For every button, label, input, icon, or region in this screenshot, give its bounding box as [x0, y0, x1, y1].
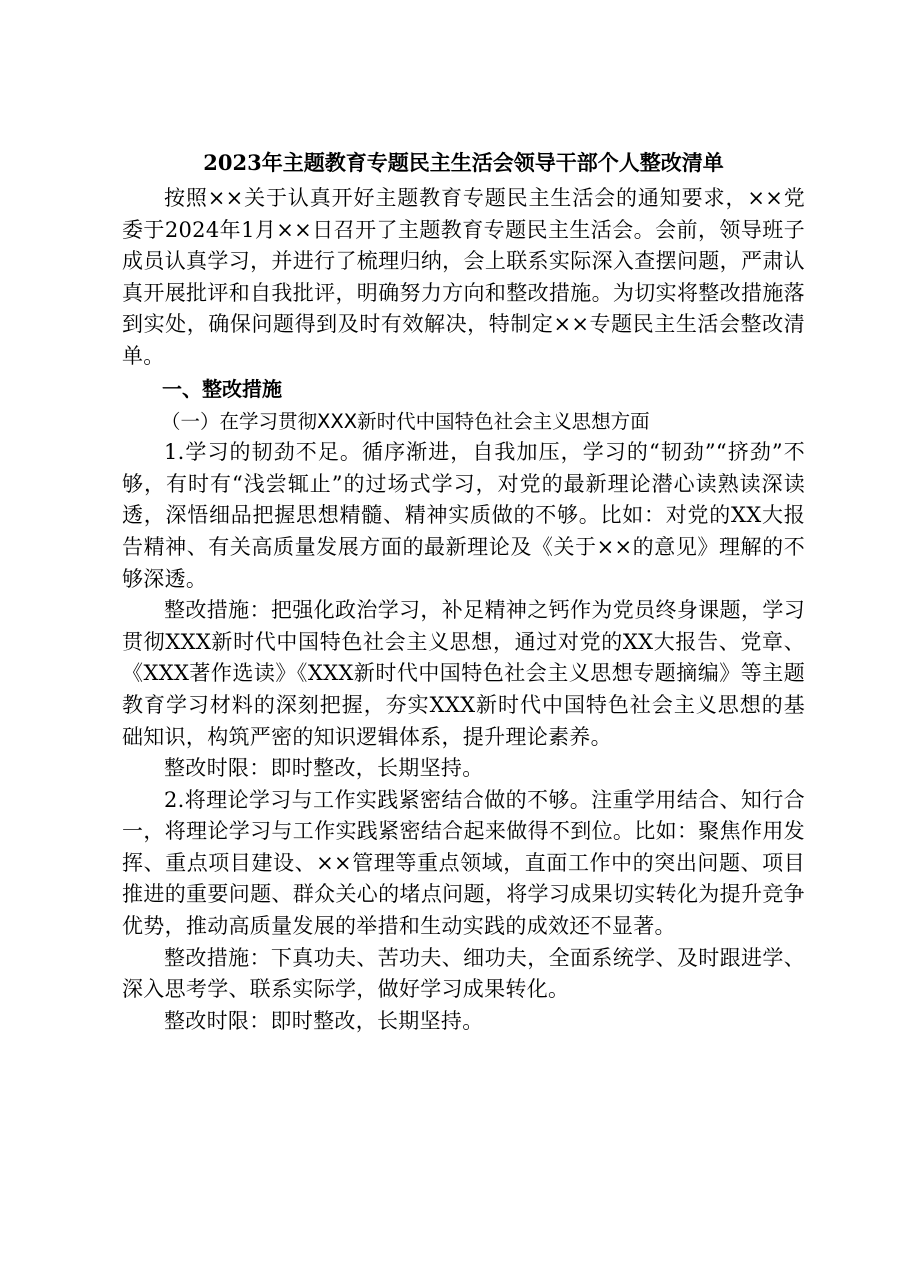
document-title: 2023年主题教育专题民主生活会领导干部个人整改清单 — [203, 150, 724, 175]
measure-paragraph-1: 整改措施：把强化政治学习，补足精神之钙作为党员终身课题，学习贯彻XXX新时代中国特色社会主义思想，通过对党的XX大报告、党章、《XXX著作选读》《XXX新时代中国特色社会主义思想专题摘编》等主题教育学习材料的深刻把握，夯实XXX新时代中国特色社会主义思想的基础知识，构筑严密的知识逻辑体系，提升理论素养。 — [122, 598, 805, 749]
deadline-paragraph-1: 整改时限：即时整改，长期坚持。 — [164, 756, 484, 781]
subsection-heading: （一）在学习贯彻XXX新时代中国特色社会主义思想方面 — [161, 409, 650, 433]
issue-paragraph-1: 1.学习的韧劲不足。循序渐进，自我加压，学习的“韧劲”“挤劲”不够，有时有“浅尝辄止”的过场式学习，对党的最新理论潜心读熟读深读透，深悟细品把握思想精髓、精神实质做的不够。比如：对党的XX大报告精神、有关高质量发展方面的最新理论及《关于××的意见》理解的不够深透。 — [122, 440, 805, 591]
intro-paragraph: 按照××关于认真开好主题教育专题民主生活会的通知要求，××党委于2024年1月××日召开了主题教育专题民主生活会。会前，领导班子成员认真学习，并进行了梳理归纳，会上联系实际深入查摆问题，严肃认真开展批评和自我批评，明确努力方向和整改措施。为切实将整改措施落到实处，确保问题得到及时有效解决，特制定××专题民主生活会整改清单。 — [122, 186, 805, 368]
deadline-paragraph-2: 整改时限：即时整改，长期坚持。 — [164, 1008, 484, 1033]
issue-paragraph-2: 2.将理论学习与工作实践紧密结合做的不够。注重学用结合、知行合一，将理论学习与工作实践紧密结合起来做得不到位。比如：聚焦作用发挥、重点项目建设、××管理等重点领域，直面工作中的突出问题、项目推进的重要问题、群众关心的堵点问题，将学习成果切实转化为提升竞争优势，推动高质量发展的举措和生动实践的成效还不显著。 — [122, 787, 805, 939]
document-body — [122, 143, 805, 1037]
measure-paragraph-2: 整改措施：下真功夫、苦功夫、细功夫，全面系统学、及时跟进学、深入思考学、联系实际学，做好学习成果转化。 — [122, 945, 805, 1002]
section-heading: 一、整改措施 — [162, 376, 282, 401]
